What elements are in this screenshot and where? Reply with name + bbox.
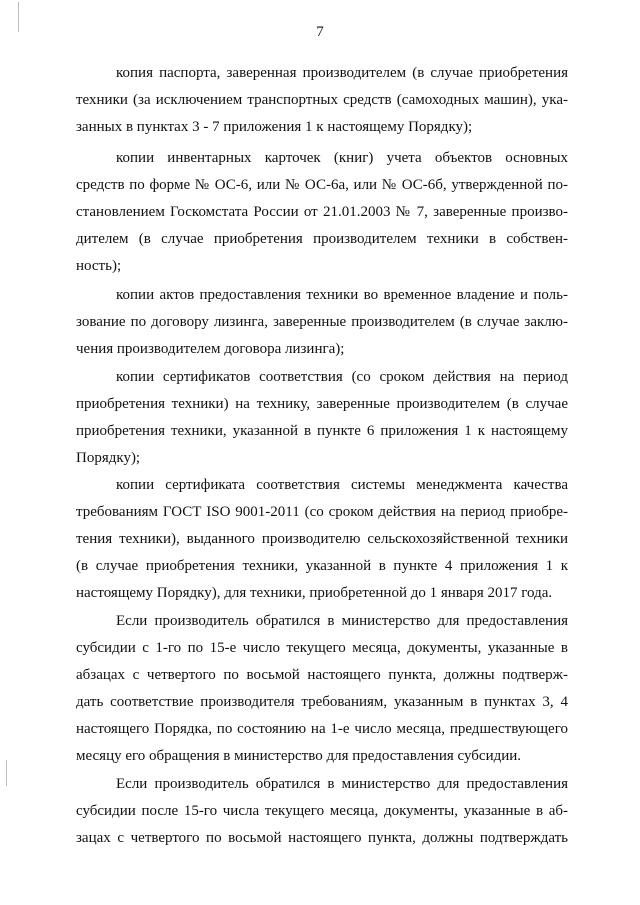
text-line: настоящего Порядка, по состоянию на 1-е число месяца, предшествующего (76, 721, 568, 737)
text-line: Если производитель обратился в министерство для предоставления (116, 613, 568, 629)
text-line: абзацах с четвертого по восьмой настоящего пункта, должны подтверж- (76, 667, 568, 683)
text-line: (в случае приобретения техники, указанной в пункте 4 приложения 1 к (76, 558, 568, 574)
text-line: копии инвентарных карточек (книг) учета объектов основных (116, 150, 568, 166)
text-line: субсидии с 1-го по 15-е число текущего месяца, документы, указанные в (76, 640, 568, 656)
text-line: дать соответствие производителя требованиям, указанным в пунктах 3, 4 (76, 694, 568, 710)
text-line: приобретения техники) на технику, заверенные производителем (в случае (76, 396, 568, 412)
text-line: настоящему Порядку), для техники, приобретенной до 1 января 2017 года. (76, 585, 553, 601)
text-line: техники (за исключением транспортных средств (самоходных машин), ука- (76, 92, 568, 108)
text-line: копия паспорта, заверенная производителем (в случае приобретения (116, 65, 568, 81)
scan-edge-mark (18, 2, 19, 32)
text-line: требованиям ГОСТ ISO 9001-2011 (со сроком действия на период приобре- (76, 504, 568, 520)
text-line: месяцу его обращения в министерство для предоставления субсидии. (76, 748, 522, 764)
text-line: субсидии после 15-го числа текущего месяца, документы, указанные в аб- (76, 803, 568, 819)
text-line: Порядку); (76, 450, 141, 466)
text-line: копии сертификатов соответствия (со сроком действия на период (116, 369, 568, 385)
page-number: 7 (316, 24, 324, 40)
text-line: тения техники), выданного производителю сельскохозяйственной техники (76, 531, 568, 547)
text-line: зацах с четвертого по восьмой настоящего пункта, должны подтверждать (76, 830, 568, 846)
text-line: Если производитель обратился в министерство для предоставления (116, 776, 568, 792)
text-line: ность); (76, 258, 122, 274)
text-line: чения производителем договора лизинга); (76, 341, 345, 357)
text-line: приобретения техники, указанной в пункте 6 приложения 1 к настоящему (76, 423, 568, 439)
text-line: копии сертификата соответствия системы менеджмента качества (116, 477, 568, 493)
text-line: зование по договору лизинга, заверенные производителем (в случае заклю- (76, 314, 568, 330)
text-line: занных в пунктах 3 - 7 приложения 1 к настоящему Порядку); (76, 119, 473, 135)
text-line: средств по форме № ОС-6, или № ОС-6а, или № ОС-6б, утвержденной по- (76, 177, 568, 193)
text-line: копии актов предоставления техники во временное владение и поль- (116, 287, 568, 303)
text-line: становлением Госкомстата России от 21.01.2003 № 7, заверенные произво- (76, 204, 568, 220)
scan-edge-mark (6, 760, 7, 786)
text-line: дителем (в случае приобретения производителем техники в собствен- (76, 231, 568, 247)
